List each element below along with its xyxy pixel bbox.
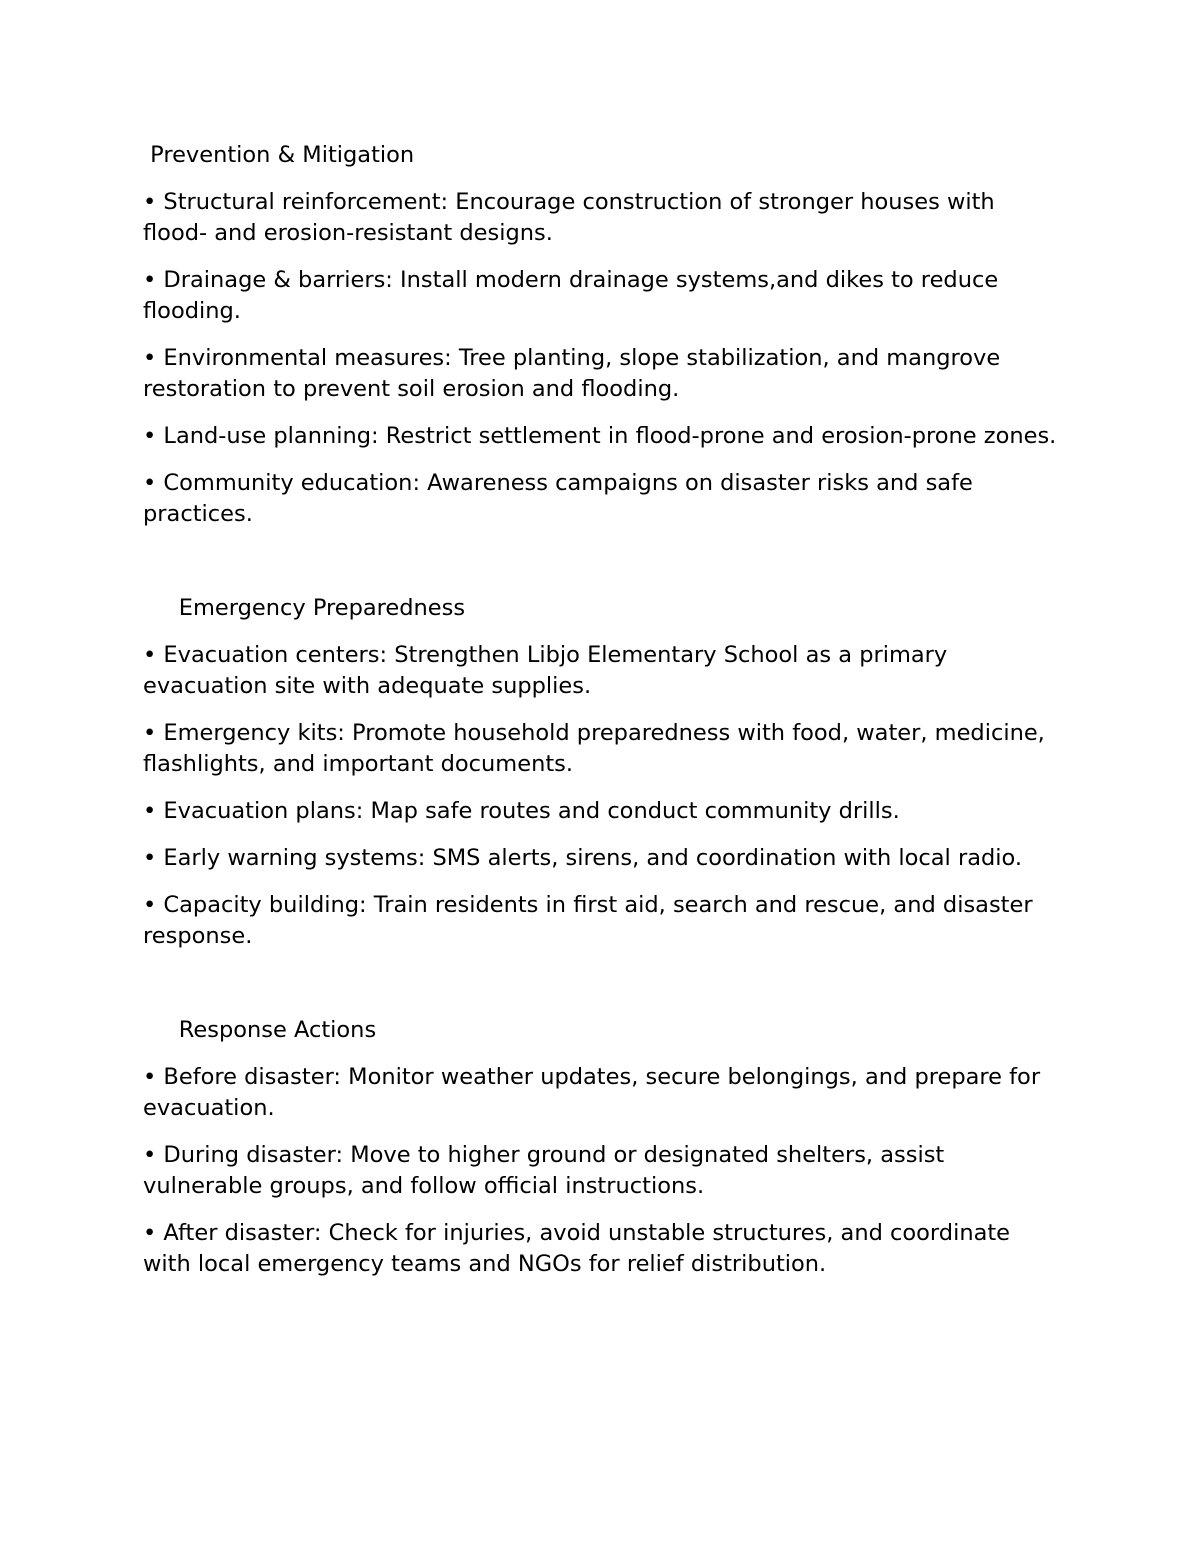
list-item: • Structural reinforcement: Encourage construction of stronger houses with flood- and erosion-resistant designs. <box>143 189 995 246</box>
list-item: • Drainage & barriers: Install modern drainage systems,and dikes to reduce flooding. <box>143 267 999 324</box>
section-response-actions <box>143 1015 1063 1280</box>
section-prevention-mitigation <box>143 140 1063 530</box>
list-item: • Early warning systems: SMS alerts, sirens, and coordination with local radio. <box>143 845 1023 871</box>
blank-line <box>143 968 1063 1015</box>
section-emergency-preparedness <box>143 593 1063 952</box>
list-item: • Before disaster: Monitor weather updates, secure belongings, and prepare for evacuation. <box>143 1064 1041 1121</box>
list-item: • After disaster: Check for injuries, avoid unstable structures, and coordinate with local emergency teams and NGOs for relief distribution. <box>143 1220 1011 1277</box>
section-title: Prevention & Mitigation <box>143 142 415 168</box>
list-item: • Emergency kits: Promote household preparedness with food, water, medicine, flashlights, and important documents. <box>143 720 1045 777</box>
list-item: • Evacuation centers: Strengthen Libjo Elementary School as a primary evacuation site with adequate supplies. <box>143 642 948 699</box>
list-item: • Environmental measures: Tree planting, slope stabilization, and mangrove restoration to prevent soil erosion and flooding. <box>143 345 1001 402</box>
list-item: • Evacuation plans: Map safe routes and conduct community drills. <box>143 798 900 824</box>
section-title: Response Actions <box>143 1017 377 1043</box>
blank-line <box>143 546 1063 593</box>
list-item: • During disaster: Move to higher ground or designated shelters, assist vulnerable groups, and follow official instructions. <box>143 1142 945 1199</box>
document-body <box>143 140 1063 1296</box>
section-title: Emergency Preparedness <box>143 595 466 621</box>
list-item: • Capacity building: Train residents in first aid, search and rescue, and disaster response. <box>143 892 1033 949</box>
list-item: • Land-use planning: Restrict settlement in flood-prone and erosion-prone zones. <box>143 423 1057 449</box>
list-item: • Community education: Awareness campaigns on disaster risks and safe practices. <box>143 470 973 527</box>
